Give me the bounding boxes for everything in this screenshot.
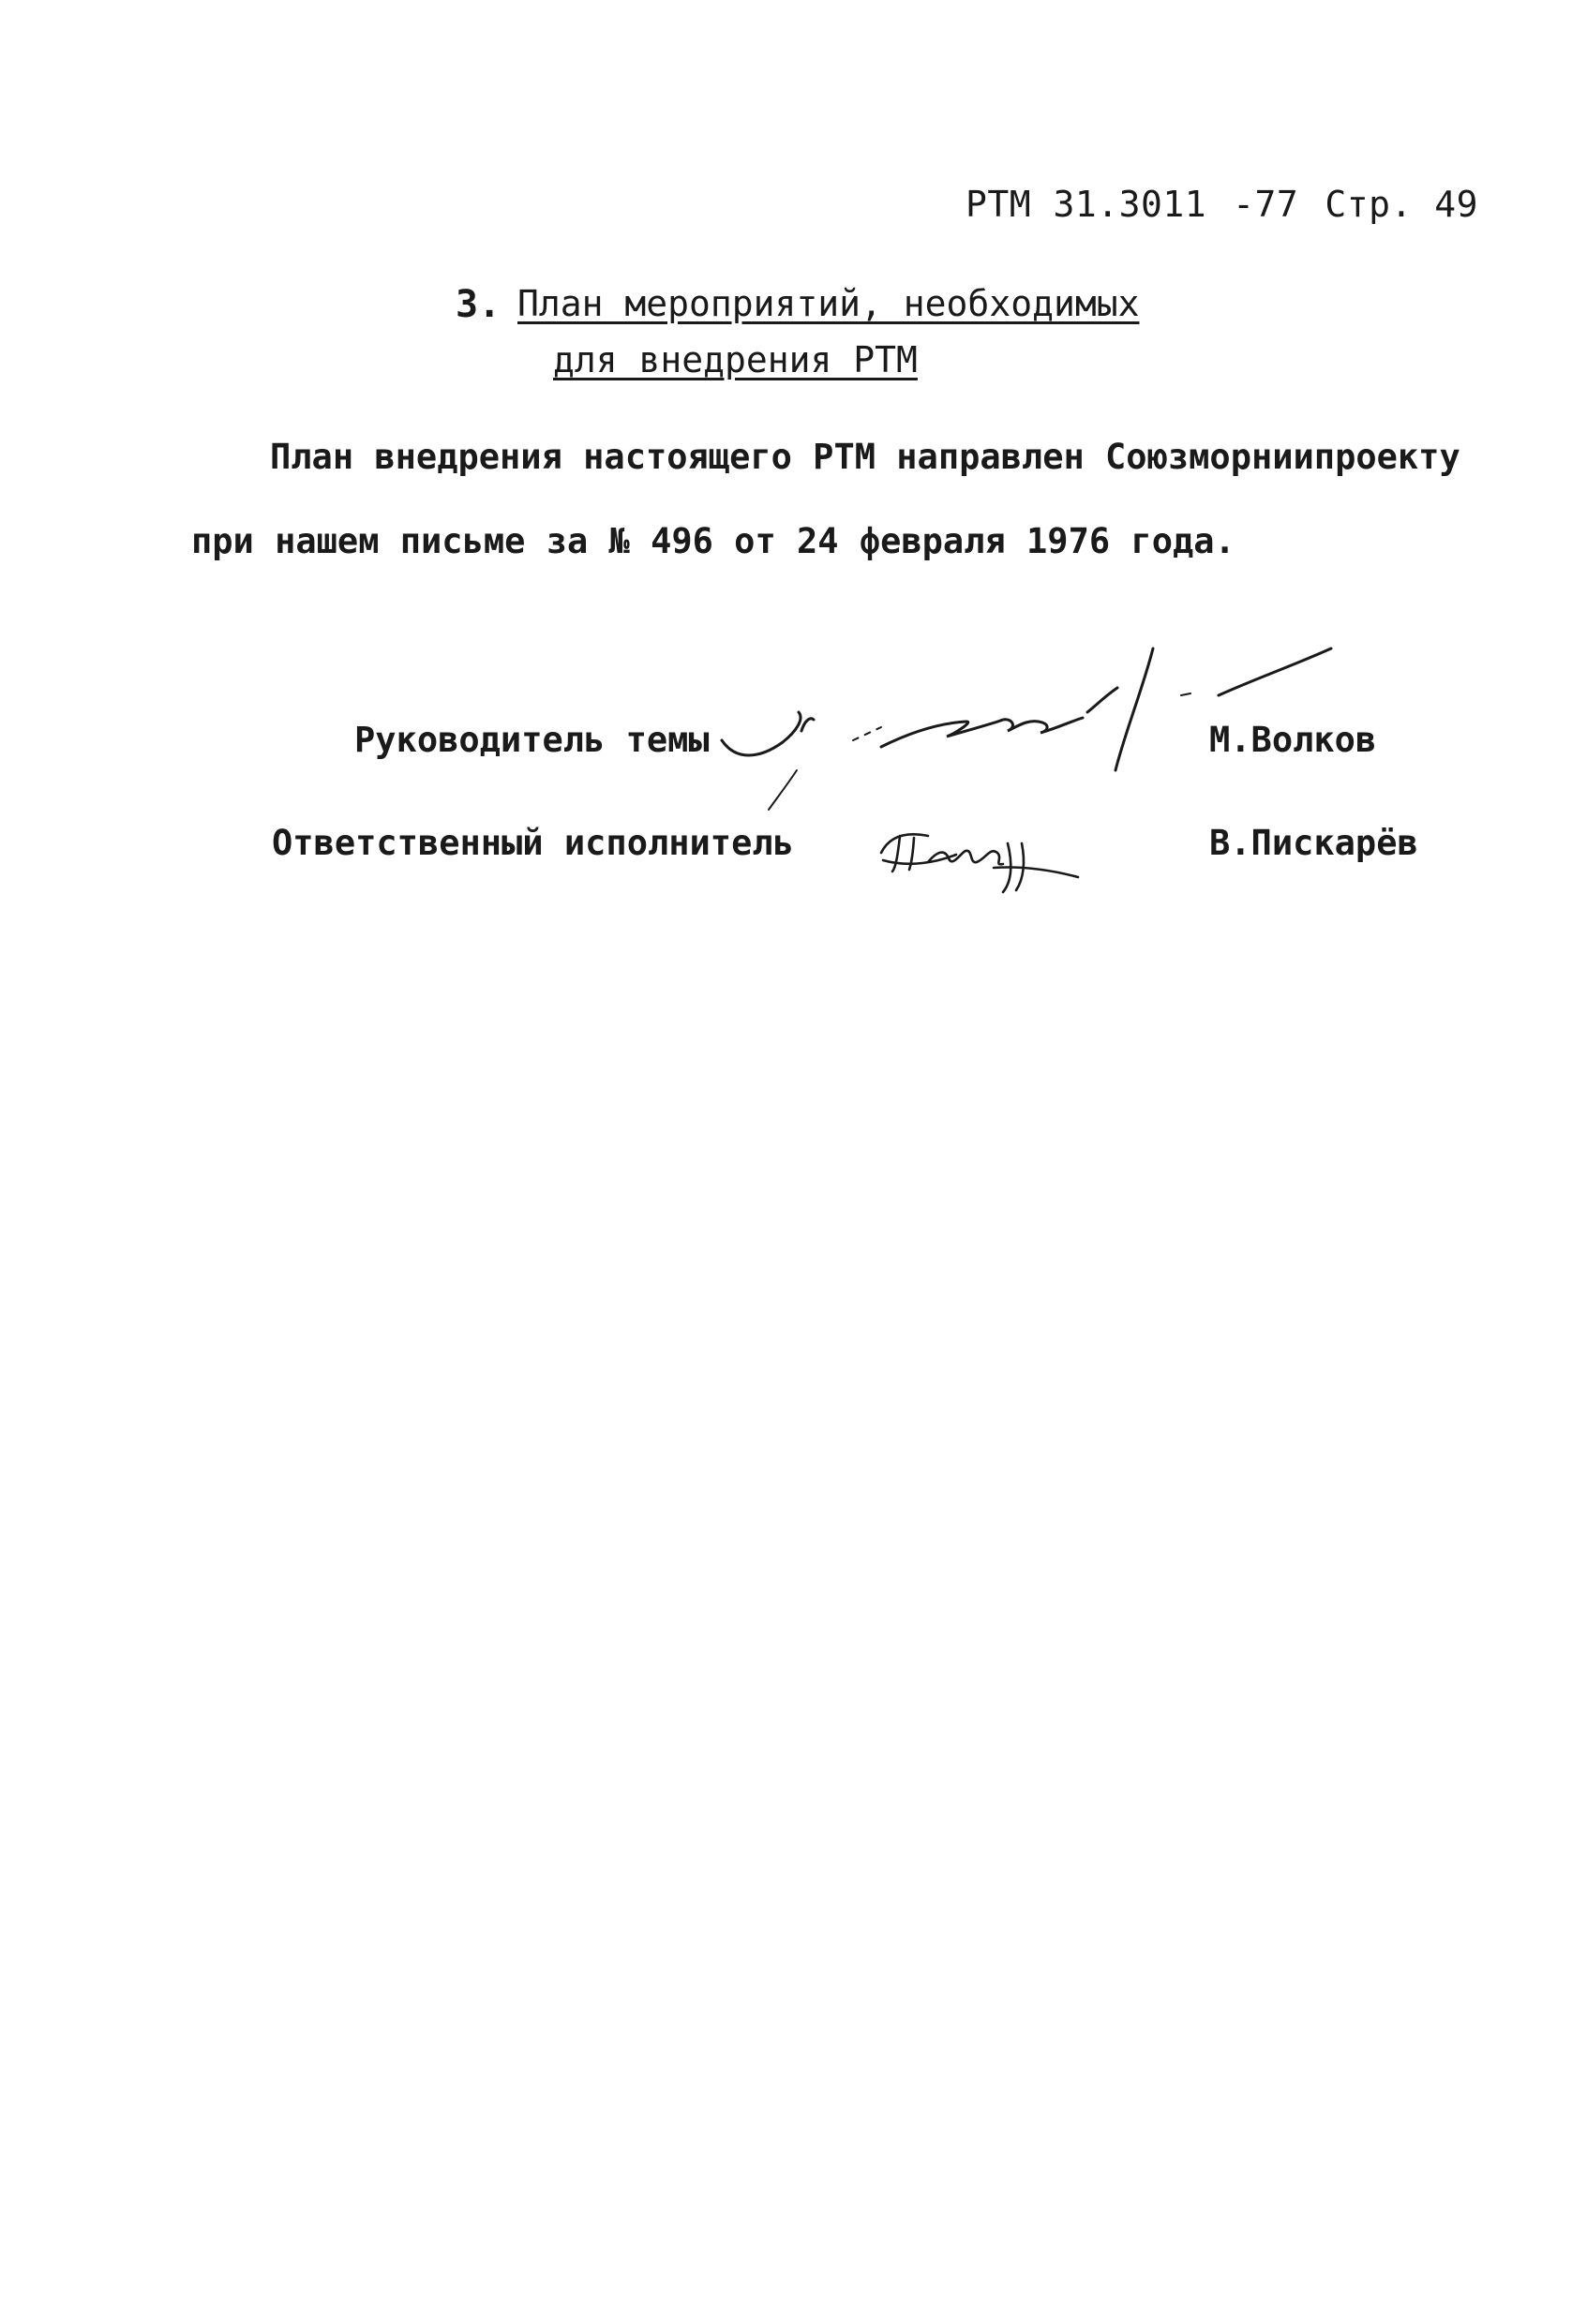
section-number: 3. bbox=[456, 283, 502, 326]
page-number: Стр. 49 bbox=[1325, 184, 1478, 225]
section-title-line1: План мероприятий, необходимых bbox=[517, 283, 1140, 324]
signer-role-2: Ответственный исполнитель bbox=[272, 823, 794, 863]
page-header bbox=[966, 184, 1478, 225]
section-title-line2: для внедрения РТМ bbox=[553, 339, 918, 380]
doc-code: РТМ 31.3011 bbox=[966, 184, 1207, 225]
body-line-1: План внедрения настоящего РТМ направлен Союзморниипроекту bbox=[270, 437, 1460, 477]
year-suffix: -77 bbox=[1233, 184, 1299, 225]
body-line-2: при нашем письме за № 496 от 24 февраля 1976 года. bbox=[191, 521, 1235, 561]
signer-name-2: В.Пискарёв bbox=[1209, 823, 1418, 863]
handwritten-signature-1 bbox=[694, 630, 1369, 817]
signer-name-1: М.Волков bbox=[1209, 720, 1377, 760]
signer-role-1: Руководитель темы bbox=[354, 720, 710, 760]
handwritten-signature-2 bbox=[872, 815, 1097, 900]
